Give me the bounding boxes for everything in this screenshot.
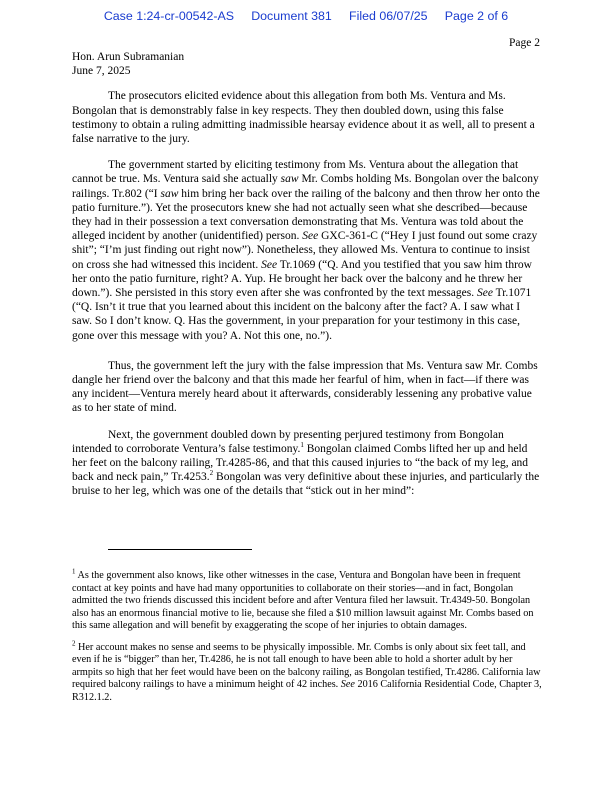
ecf-header-stamp <box>0 9 612 23</box>
paragraph-3: Thus, the government left the jury with the false impression that Ms. Ventura saw Mr. Combs dangle her friend over the balcony and that this made her fearful of him, when in fact—if there was any incident—Ventura merely heard about it afterwards, considerably lessening any probative value as to her state of mind. <box>72 359 538 415</box>
page-of: Page 2 of 6 <box>444 9 509 23</box>
footnote-1: $^1$ As the government also knows, like other witnesses in the case, Ventura and Bongolan have been in frequent contact at key points and have had many opportunities to collaborate on their stories—and in fact, Bongolan admitted the two friends discussed this incident before and after Ventura filed her lawsuit. Tr.4349-50. Bongolan also has an enormous financial motive to lie, because she filed a $10 million lawsuit against Mr. Combs based on this same allegation and will benefit by exaggerating the scope of her injuries to obtain damages. <box>72 567 534 631</box>
filed-date: Filed 06/07/25 <box>349 9 428 23</box>
letter-body <box>72 50 542 499</box>
footnote-ref-1[interactable]: 1 <box>300 441 304 450</box>
page-label: Page 2 <box>509 37 540 49</box>
document-number: Document 381 <box>251 9 332 23</box>
paragraph-1: The prosecutors elicited evidence about this allegation from both Ms. Ventura and Ms. Bongolan that is demonstrably false in key respects. They then doubled down, using this false testimony to obtain a ruling admitting inadmissible hearsay evidence about it as well, all to present a false narrative to the jury. <box>72 90 535 146</box>
address-block <box>72 50 542 78</box>
addressee: Hon. Arun Subramanian <box>72 51 185 63</box>
case-number: Case 1:24-cr-00542-AS <box>103 9 234 23</box>
letter-date: June 7, 2025 <box>72 65 131 78</box>
footnotes <box>72 567 542 713</box>
footnote-divider <box>108 549 252 550</box>
paragraph-2: The government started by eliciting testimony from Ms. Ventura about the allegation that cannot be true. Ms. Ventura said she actually saw Mr. Combs holding Ms. Bongolan over the balcony railings. Tr.802 (“I saw him bring her back over the railing of the balcony and then throw her onto the patio furniture.”). Yet the prosecutors knew she had not actually seen what she described—because they had in their possession a text conversation demonstrating that Ms. Ventura was told about the alleged incident by another (unidentified) person. See GXC-361-C (“Hey I just found out some crazy shit”; “I’m just finding out right now”). Nonetheless, they allowed Ms. Ventura to continue to insist on cross she had witnessed this incident. See Tr.1069 (“Q. And you testified that you saw him throw her onto the patio furniture, right? A. Yup. He brought her back over the balcony and he threw her down.”). She persisted in this story even after she was confronted by the text messages. See Tr.1071 (“Q. Isn’t it true that you learned about this incident on the balcony after the fact? A. I saw what I saw. So I don’t know. Q. Has the government, in your preparation for your testimony in this case, gone over this message with you? A. Not this one, no.”). <box>72 159 540 342</box>
paragraph-4: Next, the government doubled down by presenting perjured testimony from Bongolan intended to corroborate Ventura’s false testimony.$^1$ Bongolan claimed Combs lifted her up and held her feet on the balcony railing, Tr.4285-86, and that this caused injuries to “the back of my leg, and back and neck pain,” Tr.4253.$^2$ Bongolan was very definitive about these injuries, and particularly the bruise to her leg, which was one of the details that “stick out in her mind”: <box>72 428 540 498</box>
footnote-2: $^2$ Her account makes no sense and seems to be physically impossible. Mr. Combs is only about six feet tall, and even if he is “bigger” than her, Tr.4286, he is not tall enough to have been able to hold a shorter adult by her armpits so high that her feet would have been on the balcony railing, as Bongolan testified, Tr.4286. California law required balcony railings to have a minimum height of 42 inches. See 2016 California Residential Code, Chapter 3, R312.1.2. <box>72 639 542 703</box>
footnote-ref-2[interactable]: 2 <box>209 469 214 478</box>
